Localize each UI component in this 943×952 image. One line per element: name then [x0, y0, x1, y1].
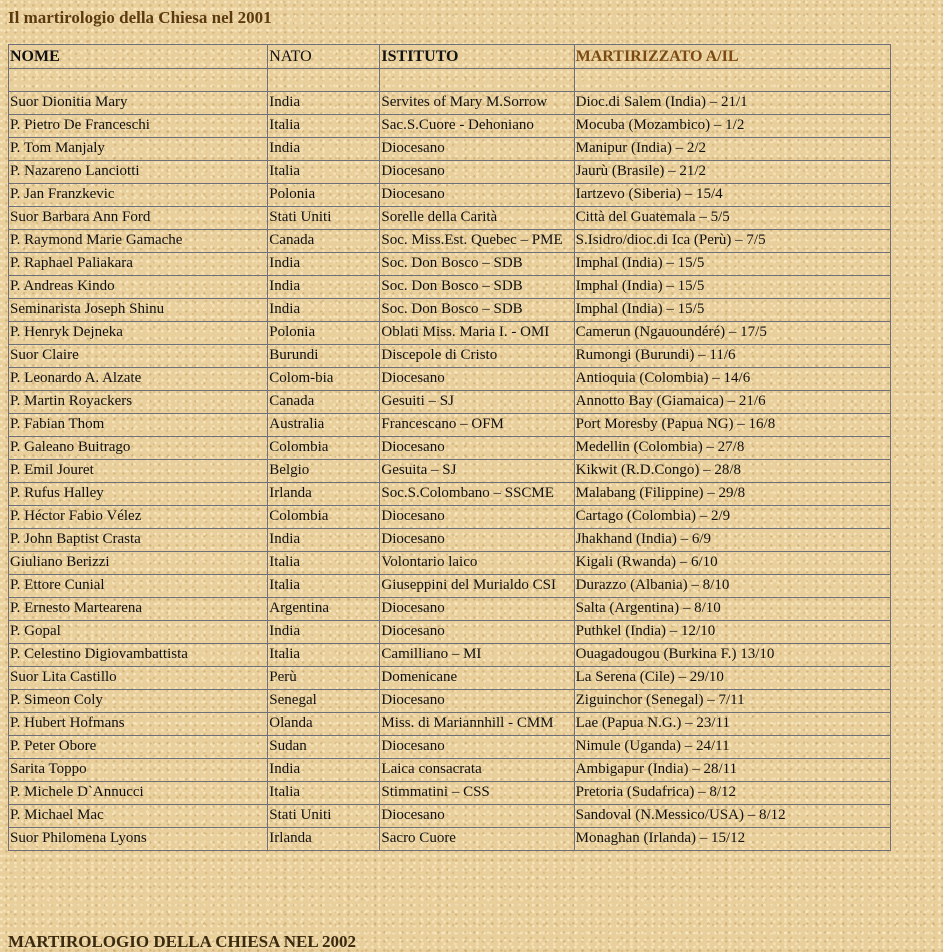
cell-martirizzato: Ziguinchor (Senegal) – 7/11 — [574, 690, 890, 713]
table-row — [9, 782, 891, 805]
cell-martirizzato: Iartzevo (Siberia) – 15/4 — [574, 184, 890, 207]
cell-nato: Italia — [268, 644, 380, 667]
cell-nato: Burundi — [268, 345, 380, 368]
cell-martirizzato: Nimule (Uganda) – 24/11 — [574, 736, 890, 759]
cell-nome: P. Henryk Dejneka — [9, 322, 268, 345]
cell-nome: P. Peter Obore — [9, 736, 268, 759]
cell-nato: Canada — [268, 391, 380, 414]
table-row — [9, 713, 891, 736]
cell-nato: Italia — [268, 115, 380, 138]
cell-martirizzato: Salta (Argentina) – 8/10 — [574, 598, 890, 621]
cell-nome: P. Martin Royackers — [9, 391, 268, 414]
cell-nome: P. Gopal — [9, 621, 268, 644]
cell-martirizzato: Imphal (India) – 15/5 — [574, 299, 890, 322]
martyrs-table — [8, 44, 891, 851]
cell-nome: P. John Baptist Crasta — [9, 529, 268, 552]
cell-nato: India — [268, 138, 380, 161]
table-row — [9, 230, 891, 253]
next-section-title: MARTIROLOGIO DELLA CHIESA NEL 2002 — [8, 932, 356, 951]
cell-martirizzato: Puthkel (India) – 12/10 — [574, 621, 890, 644]
table-row — [9, 368, 891, 391]
table-row — [9, 322, 891, 345]
cell-martirizzato: La Serena (Cile) – 29/10 — [574, 667, 890, 690]
cell-martirizzato: Città del Guatemala – 5/5 — [574, 207, 890, 230]
cell-istituto: Sac.S.Cuore - Dehoniano — [380, 115, 574, 138]
cell-istituto: Diocesano — [380, 506, 574, 529]
table-row — [9, 759, 891, 782]
cell-istituto: Miss. di Mariannhill - CMM — [380, 713, 574, 736]
cell-nome: P. Nazareno Lanciotti — [9, 161, 268, 184]
cell-istituto: Soc.S.Colombano – SSCME — [380, 483, 574, 506]
cell-martirizzato: Annotto Bay (Giamaica) – 21/6 — [574, 391, 890, 414]
cell-istituto: Soc. Don Bosco – SDB — [380, 276, 574, 299]
cell-istituto: Diocesano — [380, 621, 574, 644]
cell-nato: India — [268, 299, 380, 322]
table-row — [9, 161, 891, 184]
header-martirizzato: MARTIRIZZATO A/IL — [574, 45, 890, 69]
cell-martirizzato: Camerun (Ngauoundéré) – 17/5 — [574, 322, 890, 345]
cell-nato: India — [268, 759, 380, 782]
table-row — [9, 207, 891, 230]
cell-martirizzato: Malabang (Filippine) – 29/8 — [574, 483, 890, 506]
header-nato: NATO — [268, 45, 380, 69]
cell-martirizzato: Monaghan (Irlanda) – 15/12 — [574, 828, 890, 851]
cell-nome: P. Michele D`Annucci — [9, 782, 268, 805]
table-row — [9, 621, 891, 644]
cell-nome: P. Simeon Coly — [9, 690, 268, 713]
cell-nome: Suor Lita Castillo — [9, 667, 268, 690]
table-row — [9, 345, 891, 368]
cell-martirizzato: Jaurù (Brasile) – 21/2 — [574, 161, 890, 184]
cell-nome: Suor Dionitia Mary — [9, 92, 268, 115]
table-row — [9, 391, 891, 414]
cell-istituto: Volontario laico — [380, 552, 574, 575]
cell-martirizzato: Sandoval (N.Messico/USA) – 8/12 — [574, 805, 890, 828]
cell-nato: Stati Uniti — [268, 805, 380, 828]
cell-nome: P. Galeano Buitrago — [9, 437, 268, 460]
cell-nato: Italia — [268, 552, 380, 575]
cell-nome: P. Leonardo A. Alzate — [9, 368, 268, 391]
cell-martirizzato: Jhakhand (India) – 6/9 — [574, 529, 890, 552]
cell-istituto: Diocesano — [380, 690, 574, 713]
cell-istituto: Laica consacrata — [380, 759, 574, 782]
cell-nome: P. Raphael Paliakara — [9, 253, 268, 276]
cell-nato: India — [268, 621, 380, 644]
table-row — [9, 575, 891, 598]
empty-row — [9, 69, 891, 92]
cell-nato: India — [268, 276, 380, 299]
table-row — [9, 92, 891, 115]
table-row — [9, 598, 891, 621]
cell-nome: P. Héctor Fabio Vélez — [9, 506, 268, 529]
cell-istituto: Diocesano — [380, 805, 574, 828]
cell-nome: P. Raymond Marie Gamache — [9, 230, 268, 253]
cell-istituto: Stimmatini – CSS — [380, 782, 574, 805]
empty-cell — [9, 69, 268, 92]
cell-istituto: Giuseppini del Murialdo CSI — [380, 575, 574, 598]
table-row — [9, 138, 891, 161]
cell-nato: Australia — [268, 414, 380, 437]
empty-cell — [574, 69, 890, 92]
cell-nome: P. Tom Manjaly — [9, 138, 268, 161]
cell-nato: Perù — [268, 667, 380, 690]
cell-istituto: Diocesano — [380, 184, 574, 207]
cell-istituto: Francescano – OFM — [380, 414, 574, 437]
cell-istituto: Diocesano — [380, 598, 574, 621]
cell-nome: P. Ettore Cunial — [9, 575, 268, 598]
cell-nome: P. Celestino Digiovambattista — [9, 644, 268, 667]
cell-martirizzato: Kigali (Rwanda) – 6/10 — [574, 552, 890, 575]
table-row — [9, 414, 891, 437]
cell-nato: Colombia — [268, 437, 380, 460]
cell-istituto: Diocesano — [380, 437, 574, 460]
header-istituto: ISTITUTO — [380, 45, 574, 69]
cell-nato: Polonia — [268, 184, 380, 207]
cell-nome: P. Jan Franzkevic — [9, 184, 268, 207]
cell-martirizzato: Ouagadougou (Burkina F.) 13/10 — [574, 644, 890, 667]
cell-istituto: Soc. Miss.Est. Quebec – PME — [380, 230, 574, 253]
cell-nome: Suor Philomena Lyons — [9, 828, 268, 851]
table-row — [9, 667, 891, 690]
cell-nato: India — [268, 529, 380, 552]
table-row — [9, 276, 891, 299]
cell-nome: P. Fabian Thom — [9, 414, 268, 437]
cell-istituto: Diocesano — [380, 161, 574, 184]
cell-martirizzato: Medellin (Colombia) – 27/8 — [574, 437, 890, 460]
cell-nato: Irlanda — [268, 483, 380, 506]
cell-nome: P. Ernesto Martearena — [9, 598, 268, 621]
table-row — [9, 437, 891, 460]
cell-nato: Stati Uniti — [268, 207, 380, 230]
cell-istituto: Sacro Cuore — [380, 828, 574, 851]
cell-martirizzato: Mocuba (Mozambico) – 1/2 — [574, 115, 890, 138]
cell-istituto: Soc. Don Bosco – SDB — [380, 299, 574, 322]
cell-nato: Sudan — [268, 736, 380, 759]
table-row — [9, 805, 891, 828]
cell-martirizzato: Pretoria (Sudafrica) – 8/12 — [574, 782, 890, 805]
table-row — [9, 552, 891, 575]
cell-nato: Argentina — [268, 598, 380, 621]
cell-martirizzato: Port Moresby (Papua NG) – 16/8 — [574, 414, 890, 437]
cell-istituto: Camilliano – MI — [380, 644, 574, 667]
cell-istituto: Diocesano — [380, 368, 574, 391]
table-header-row — [9, 45, 891, 69]
cell-istituto: Diocesano — [380, 529, 574, 552]
cell-nome: P. Pietro De Franceschi — [9, 115, 268, 138]
cell-istituto: Diocesano — [380, 736, 574, 759]
cell-nato: Olanda — [268, 713, 380, 736]
cell-nome: Suor Claire — [9, 345, 268, 368]
table-row — [9, 690, 891, 713]
cell-nato: Belgio — [268, 460, 380, 483]
cell-martirizzato: Manipur (India) – 2/2 — [574, 138, 890, 161]
cell-martirizzato: Durazzo (Albania) – 8/10 — [574, 575, 890, 598]
cell-nome: P. Rufus Halley — [9, 483, 268, 506]
cell-istituto: Oblati Miss. Maria I. - OMI — [380, 322, 574, 345]
table-row — [9, 483, 891, 506]
cell-martirizzato: Cartago (Colombia) – 2/9 — [574, 506, 890, 529]
cell-nome: P. Emil Jouret — [9, 460, 268, 483]
cell-nome: P. Andreas Kindo — [9, 276, 268, 299]
table-row — [9, 529, 891, 552]
cell-nato: India — [268, 92, 380, 115]
cell-nato: Senegal — [268, 690, 380, 713]
cell-nato: India — [268, 253, 380, 276]
cell-nome: P. Michael Mac — [9, 805, 268, 828]
header-nome: NOME — [9, 45, 268, 69]
empty-cell — [268, 69, 380, 92]
empty-cell — [380, 69, 574, 92]
cell-nato: Irlanda — [268, 828, 380, 851]
cell-martirizzato: Lae (Papua N.G.) – 23/11 — [574, 713, 890, 736]
cell-martirizzato: Kikwit (R.D.Congo) – 28/8 — [574, 460, 890, 483]
cell-nome: Suor Barbara Ann Ford — [9, 207, 268, 230]
cell-istituto: Gesuita – SJ — [380, 460, 574, 483]
table-row — [9, 828, 891, 851]
cell-martirizzato: Rumongi (Burundi) – 11/6 — [574, 345, 890, 368]
cell-nome: Giuliano Berizzi — [9, 552, 268, 575]
cell-nato: Colom-bia — [268, 368, 380, 391]
cell-martirizzato: Antioquia (Colombia) – 14/6 — [574, 368, 890, 391]
page-title: Il martirologio della Chiesa nel 2001 — [8, 8, 272, 27]
table-row — [9, 644, 891, 667]
cell-martirizzato: S.Isidro/dioc.di Ica (Perù) – 7/5 — [574, 230, 890, 253]
cell-martirizzato: Imphal (India) – 15/5 — [574, 253, 890, 276]
cell-istituto: Domenicane — [380, 667, 574, 690]
table-row — [9, 736, 891, 759]
cell-istituto: Diocesano — [380, 138, 574, 161]
table-row — [9, 506, 891, 529]
cell-nato: Italia — [268, 575, 380, 598]
cell-nato: Polonia — [268, 322, 380, 345]
cell-nato: Colombia — [268, 506, 380, 529]
table-row — [9, 115, 891, 138]
table-row — [9, 460, 891, 483]
cell-martirizzato: Ambigapur (India) – 28/11 — [574, 759, 890, 782]
cell-martirizzato: Dioc.di Salem (India) – 21/1 — [574, 92, 890, 115]
cell-nome: Seminarista Joseph Shinu — [9, 299, 268, 322]
cell-istituto: Servites of Mary M.Sorrow — [380, 92, 574, 115]
cell-istituto: Discepole di Cristo — [380, 345, 574, 368]
table-row — [9, 253, 891, 276]
cell-nato: Italia — [268, 161, 380, 184]
cell-nato: Italia — [268, 782, 380, 805]
cell-istituto: Soc. Don Bosco – SDB — [380, 253, 574, 276]
cell-istituto: Sorelle della Carità — [380, 207, 574, 230]
cell-istituto: Gesuiti – SJ — [380, 391, 574, 414]
cell-nome: Sarita Toppo — [9, 759, 268, 782]
cell-martirizzato: Imphal (India) – 15/5 — [574, 276, 890, 299]
table-row — [9, 184, 891, 207]
cell-nome: P. Hubert Hofmans — [9, 713, 268, 736]
cell-nato: Canada — [268, 230, 380, 253]
table-row — [9, 299, 891, 322]
